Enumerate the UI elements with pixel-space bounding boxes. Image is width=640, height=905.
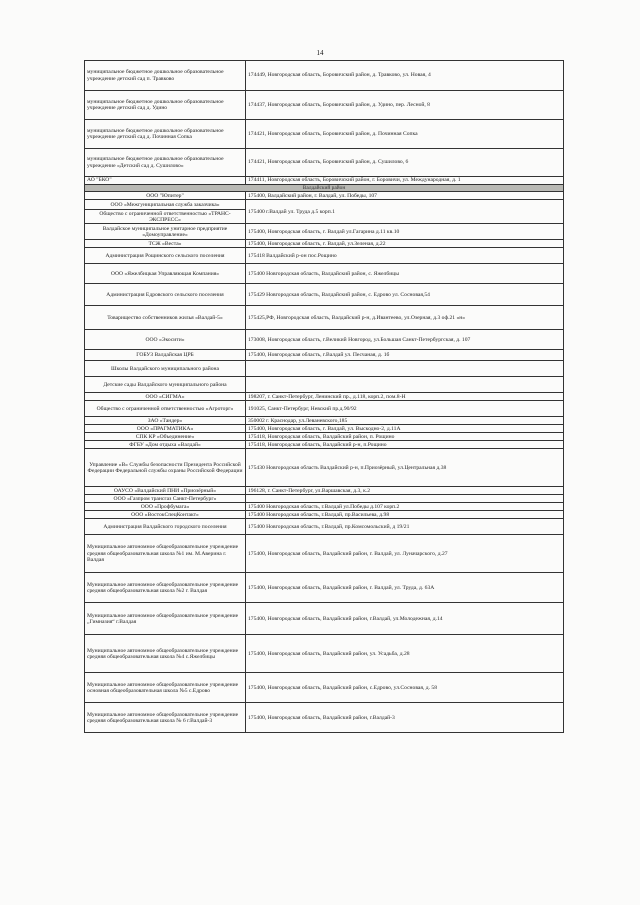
table-row [85,433,564,441]
table-row [85,149,564,177]
section-title: Валдайский район [85,185,564,192]
organization-address: 175400 Новгородская область, Валдайский район, с. Яжелбицы [246,264,564,284]
organization-name: муниципальное бюджетное дошкольное образовательное учреждение детский сад п. Травково [85,61,246,91]
organization-name: Общество с ограниченной ответственностью «ТРАНС-ЭКСПРЕСС» [85,210,246,224]
organization-name: ООО «Яжелбицкая Управляющая Компания» [85,264,246,284]
organization-address: 175430 Новгородская область Валдайский р-н, п.Приозёрный, ул.Центральная д.38 [246,449,564,487]
organization-address [246,361,564,377]
organization-name: Общество с ограниченной ответственностью «Агроторг» [85,401,246,417]
organization-name: Управление «В» Службы безопасности Президента Российской Федерации Федеральной службы охраны Российской Федерации [85,449,246,487]
organization-name: Школы Валдайского муниципального района [85,361,246,377]
table-row [85,393,564,401]
organization-name: ООО «Профбумага» [85,503,246,511]
organization-name: ООО «СИГМА» [85,393,246,401]
organization-name: Администрация Едровского сельского поселения [85,284,246,306]
organization-name: ОАУСО «Валдайский ПНИ «Приозёрный» [85,487,246,495]
table-row [85,120,564,149]
page-number: 14 [316,49,324,57]
organization-address: 174449, Новгородская область, Боровичский район, д. Травково, ул. Новая, 4 [246,61,564,91]
organization-address: 175400, Новгородская область, г. Валдай ул.Гагарина д.11 кв.10 [246,224,564,240]
organization-address: 175400 Новгородская область, г.Валдай ул.Победы д.107 корп.2 [246,503,564,511]
table-row [85,573,564,603]
organization-address: 175400, Новгородская область, Валдайский район, ул. Усадьба, д.28 [246,635,564,673]
table-row [85,441,564,449]
organization-address: 175400, Новгородская область, Валдайский район, г.Валдай-3 [246,703,564,733]
organization-name: Муниципальное автономное общеобразовательное учреждение основная общеобразовательная школа №5 с.Едрово [85,673,246,703]
organization-name: ООО «ВостокСпецКонтакт» [85,511,246,519]
table-row [85,635,564,673]
section-row [85,185,564,192]
organization-name: ООО "Юпитер" [85,192,246,200]
table-row [85,417,564,425]
organization-name: Детские сады Валдайского муниципального района [85,377,246,393]
table-row [85,224,564,240]
table-row [85,603,564,635]
organization-address: 175400 Новгородская область, г.Валдай, пр.Комсомольский, д 19/21 [246,519,564,535]
organizations-table [84,60,564,733]
organization-address: 175400 Новгородская область, г.Валдай, пр.Васильева, д.98 [246,511,564,519]
organization-name: ООО «Газпром трансгаз Санкт-Петербург» [85,495,246,503]
table-row [85,61,564,91]
table-row [85,425,564,433]
organization-name: Муниципальное автономное общеобразовательное учреждение средняя общеобразовательная школа №1 им. М.Аверина г. Валдая [85,535,246,573]
organization-address: 175425,РФ, Новгородская область, Валдайский р-н, д.Ивантеево, ул.Озерная, д.3 оф.21 «н» [246,306,564,330]
organization-address: 175418 Валдайский р-он пос.Рощино [246,248,564,264]
organization-name: муниципальное бюджетное дошкольное образовательное учреждение детский сад д. Удино [85,91,246,120]
table-row [85,535,564,573]
organization-name: Администрация Валдайского городского поселения [85,519,246,535]
organization-name: Муниципальное автономное общеобразовательное учреждение средняя общеобразовательная школа № 6 г.Валдай-3 [85,703,246,733]
organization-address: 174421, Новгородская область, Боровичский район, д. Починная Сопка [246,120,564,149]
organization-name: ООО «Межгуниципальная служба заказчика» [85,200,246,210]
organization-address: 174421, Новгородская область, Боровичский район, д. Сушилово, 6 [246,149,564,177]
organization-address: 175400, Новгородская область, г.Валдай ул. Песчаная, д. 1б [246,350,564,361]
table-row [85,495,564,503]
organization-name: Муниципальное автономное общеобразовательное учреждение средняя общеобразовательная школа №2 г. Валдая [85,573,246,603]
table-row [85,377,564,393]
organization-address: 175400, Новгородская область, Валдайский район, г. Валдай, ул. Луначарского, д.27 [246,535,564,573]
organization-name: Муниципальное автономное общеобразовательное учреждение средняя общеобразовательная школа №4 с.Яжелбицы [85,635,246,673]
organization-address: 198207, г. Санкт-Петербург, Ленинский пр., д.118, корп.2, пом.8-Н [246,393,564,401]
organization-address: 191025, Санкт-Петербург, Невский пр.д.90/92 [246,401,564,417]
table-row [85,91,564,120]
organization-address: 175400, Валдайский район, г. Валдай, ул. Победы, 107 [246,192,564,200]
table-row [85,673,564,703]
organization-name: муниципальное бюджетное дошкольное образовательное учреждение детский сад д. Починная Сопка [85,120,246,149]
organization-name: муниципальное бюджетное дошкольное образовательное учреждение «Детский сад д. Сушилово» [85,149,246,177]
table-row [85,177,564,185]
organization-address: 175400, Новгородская область, г. Валдай, ул. Выскодно-2, д.11А [246,425,564,433]
organization-address: 174437, Новгородская область, Боровичский район, д. Удино, пер. Лесной, 8 [246,91,564,120]
table-row [85,449,564,487]
table-row [85,503,564,511]
organization-address [246,377,564,393]
organization-name: ФГБУ «Дом отдыха «Валдай» [85,441,246,449]
organization-name: Администрация Рощинского сельского поселения [85,248,246,264]
organization-address: 175418, Новгородская область, Валдайский район, п. Рощино [246,433,564,441]
table-row [85,361,564,377]
table-row [85,519,564,535]
organization-name: ООО «Экосити» [85,330,246,350]
table-row [85,401,564,417]
organization-address: 175400, Новгородская область, г. Валдай, ул.Зеленая, д.22 [246,240,564,248]
organization-name: Муниципальное автономное общеобразовательное учреждение „Гимназия“ г.Валдая [85,603,246,635]
table-row [85,306,564,330]
organization-name: ГОБУЗ Валдайская ЦРБ [85,350,246,361]
organization-address: 173008, Новгородская область, г.Великий Новгород, ул.Большая Санкт-Петербургская, д. 107 [246,330,564,350]
table-row [85,248,564,264]
organization-address: 350002 г. Краснодар, ул.Леваневского,185 [246,417,564,425]
table-row [85,264,564,284]
table-row [85,330,564,350]
organization-name: АО "БКО" [85,177,246,185]
table-row [85,192,564,200]
organization-address: 175418, Новгородская область, Валдайский р-н, п.Рощино [246,441,564,449]
table-row [85,703,564,733]
organization-name: ЗАО «Тандер» [85,417,246,425]
organization-name: ТСЖ «Веста» [85,240,246,248]
organization-address: 175400, Новгородская область, Валдайский район, с.Едрово, ул.Сосновая, д. 58 [246,673,564,703]
organization-name: СПК КР «Объединение» [85,433,246,441]
table-row [85,200,564,210]
organization-name: Товарищество собственников жилья «Валдай-5» [85,306,246,330]
organization-address: 174411, Новгородская область, Боровичский район, г. Боровичи, ул. Международная, д. 1 [246,177,564,185]
organization-address: 175400, Новгородская область, Валдайский район, г.Валдай, ул.Молодежная, д.14 [246,603,564,635]
table-row [85,511,564,519]
table-row [85,284,564,306]
organization-name: ООО «ПРАГМАТИКА» [85,425,246,433]
organization-address [246,495,564,503]
table-row [85,350,564,361]
organization-address: 175400, Новгородская область, Валдайский район, г. Валдай, ул. Труда, д. 63А [246,573,564,603]
organization-name: Валдайское муниципальное унитарное предприятие «Домоуправление» [85,224,246,240]
organization-address: 175400 г.Валдай ул. Труда д.5 корп.1 [246,200,564,224]
table-row [85,487,564,495]
organization-address: 196128, г. Санкт-Петербург, ул.Варшавская, д.3, к.2 [246,487,564,495]
organization-address: 175429 Новгородская область, Валдайский район, с. Едрово ул. Сосновая,54 [246,284,564,306]
table-row [85,240,564,248]
